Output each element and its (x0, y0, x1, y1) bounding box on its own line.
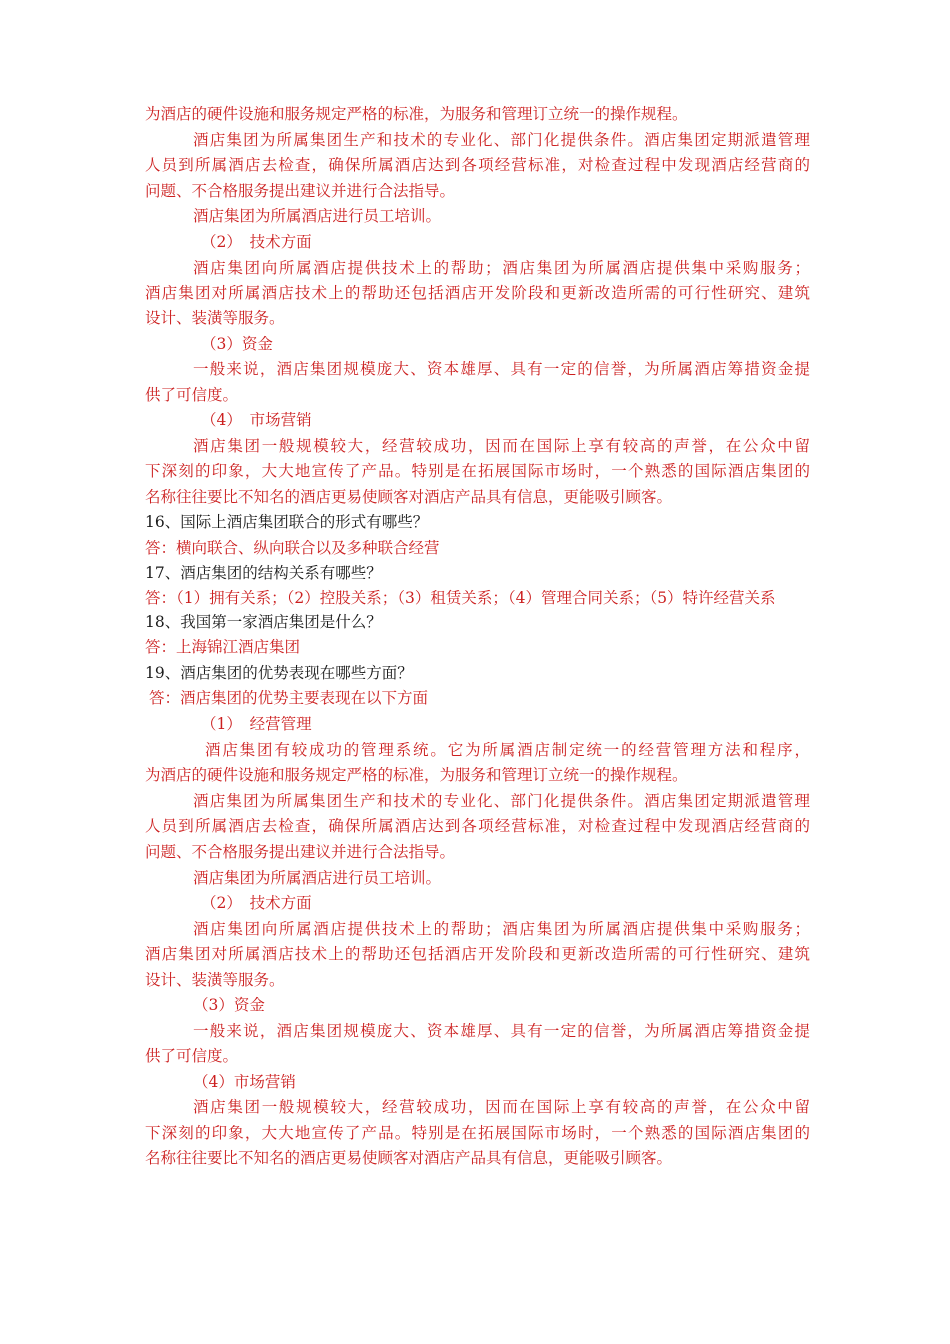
section-heading: （4） 市场营销 (201, 411, 312, 429)
text-line: 酒店集团一般规模较大，经营较成功，因而在国际上享有较高的声誉，在公众中留 (193, 437, 810, 455)
section-heading: （1） 经营管理 (201, 715, 312, 733)
text-line: 设计、装潢等服务。 (145, 971, 285, 989)
text-line: 酒店集团为所属酒店进行员工培训。 (193, 207, 442, 225)
text-line: 名称往往要比不知名的酒店更易使顾客对酒店产品具有信息，更能吸引顾客。 (145, 1149, 673, 1167)
text-line: 问题、不合格服务提出建议并进行合法指导。 (145, 182, 456, 200)
text-line: 为酒店的硬件设施和服务规定严格的标准，为服务和管理订立统一的操作规程。 (145, 766, 688, 784)
answer-16: 答：横向联合、纵向联合以及多种联合经营 (145, 539, 440, 557)
text-line: 酒店集团一般规模较大，经营较成功，因而在国际上享有较高的声誉，在公众中留 (193, 1098, 810, 1116)
text-line: 一般来说，酒店集团规模庞大、资本雄厚、具有一定的信誉，为所属酒店筹措资金提 (193, 360, 810, 378)
text-line: 为酒店的硬件设施和服务规定严格的标准，为服务和管理订立统一的操作规程。 (145, 105, 688, 123)
text-line: 问题、不合格服务提出建议并进行合法指导。 (145, 843, 456, 861)
answer-18: 答：上海锦江酒店集团 (145, 638, 301, 656)
text-line: 酒店集团向所属酒店提供技术上的帮助；酒店集团为所属酒店提供集中采购服务； (193, 259, 810, 277)
text-line: 酒店集团为所属集团生产和技术的专业化、部门化提供条件。酒店集团定期派遣管理 (193, 792, 810, 810)
question-17: 17、酒店集团的结构关系有哪些？ (145, 564, 382, 582)
text-line: 酒店集团有较成功的管理系统。它为所属酒店制定统一的经营管理方法和程序， (205, 741, 810, 759)
text-line: 一般来说，酒店集团规模庞大、资本雄厚、具有一定的信誉，为所属酒店筹措资金提 (193, 1022, 810, 1040)
text-line: 酒店集团向所属酒店提供技术上的帮助；酒店集团为所属酒店提供集中采购服务； (193, 920, 810, 938)
answer-19: 答：酒店集团的优势主要表现在以下方面 (149, 689, 429, 707)
question-19: 19、酒店集团的优势表现在哪些方面？ (145, 664, 413, 682)
section-heading: （3）资金 (193, 996, 265, 1014)
text-line: 酒店集团为所属集团生产和技术的专业化、部门化提供条件。酒店集团定期派遣管理 (193, 131, 810, 149)
text-line: 供了可信度。 (145, 386, 239, 404)
text-line: 下深刻的印象，大大地宣传了产品。特别是在拓展国际市场时，一个熟悉的国际酒店集团的 (145, 1124, 810, 1142)
section-heading: （3）资金 (201, 335, 273, 353)
question-16: 16、国际上酒店集团联合的形式有哪些？ (145, 513, 429, 531)
text-line: 人员到所属酒店去检查，确保所属酒店达到各项经营标准，对检查过程中发现酒店经营商的 (145, 156, 810, 174)
section-heading: （2） 技术方面 (201, 233, 312, 251)
text-line: 酒店集团对所属酒店技术上的帮助还包括酒店开发阶段和更新改造所需的可行性研究、建筑 (145, 284, 810, 302)
text-line: 酒店集团为所属酒店进行员工培训。 (193, 869, 442, 887)
text-line: 人员到所属酒店去检查，确保所属酒店达到各项经营标准，对检查过程中发现酒店经营商的 (145, 817, 810, 835)
section-heading: （2） 技术方面 (201, 894, 312, 912)
answer-17: 答：（1）拥有关系；（2）控股关系；（3）租赁关系；（4）管理合同关系；（5）特许经营关系 (145, 589, 776, 607)
text-line: 设计、装潢等服务。 (145, 309, 285, 327)
question-18: 18、我国第一家酒店集团是什么？ (145, 613, 382, 631)
text-line: 名称往往要比不知名的酒店更易使顾客对酒店产品具有信息，更能吸引顾客。 (145, 488, 673, 506)
text-line: 酒店集团对所属酒店技术上的帮助还包括酒店开发阶段和更新改造所需的可行性研究、建筑 (145, 945, 810, 963)
text-line: 供了可信度。 (145, 1047, 239, 1065)
text-line: 下深刻的印象，大大地宣传了产品。特别是在拓展国际市场时，一个熟悉的国际酒店集团的 (145, 462, 810, 480)
section-heading: （4）市场营销 (193, 1073, 296, 1091)
